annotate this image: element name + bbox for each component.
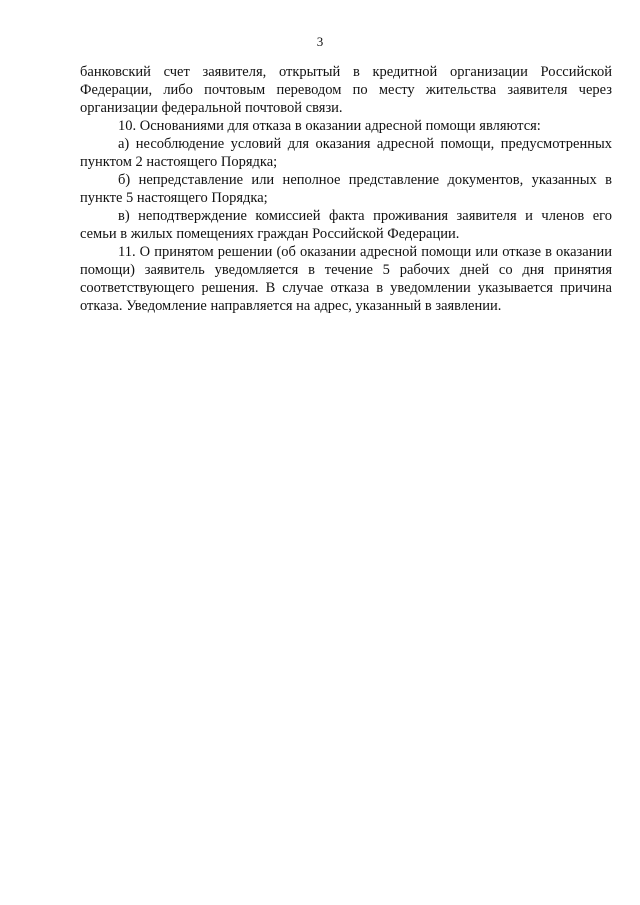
paragraph-item-v: в) неподтверждение комиссией факта проживания заявителя и членов его семьи в жилых помещениях граждан Российской Федерации. [80, 208, 612, 242]
paragraph-notification: 11. О принятом решении (об оказании адресной помощи или отказе в оказании помощи) заявитель уведомляется в течение 5 рабочих дней со дня принятия соответствующего решения. В случае отказа в уведомлении указывается причина отказа. Уведомление направляется на адрес, указанный в заявлении. [80, 244, 612, 314]
paragraph-item-a: а) несоблюдение условий для оказания адресной помощи, предусмотренных пунктом 2 настоящего Порядка; [80, 136, 612, 170]
page-number: 3 [316, 34, 324, 49]
paragraph-continuation: банковский счет заявителя, открытый в кредитной организации Российской Федерации, либо почтовым переводом по месту жительства заявителя через организации федеральной почтовой связи. [80, 64, 612, 116]
paragraph-item-b: б) непредставление или неполное представление документов, указанных в пункте 5 настоящего Порядка; [80, 172, 612, 206]
document-body [80, 63, 612, 315]
paragraph-refusal-grounds: 10. Основаниями для отказа в оказании адресной помощи являются: [118, 118, 541, 134]
